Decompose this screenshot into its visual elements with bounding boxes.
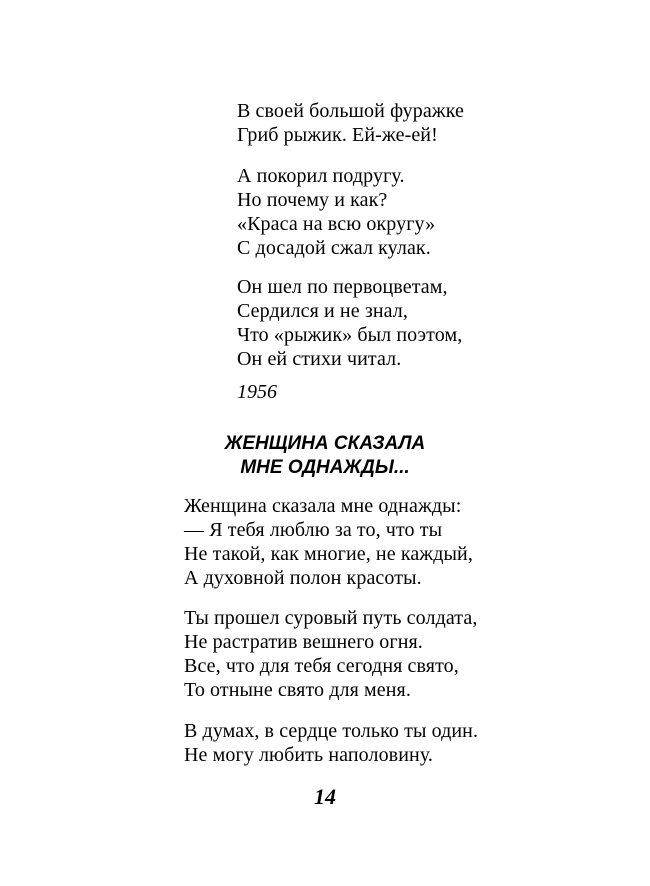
poem-title-line: МНЕ ОДНАЖДЫ...: [240, 457, 410, 478]
poem-title-line: ЖЕНЩИНА СКАЗАЛА: [224, 433, 426, 454]
poem-line: То отныне свято для меня.: [184, 679, 411, 701]
poem-line: Гриб рыжик. Ей-же-ей!: [237, 124, 438, 146]
page-number: 14: [314, 784, 336, 809]
poem-line: А покорил подругу.: [237, 165, 405, 187]
poem-year: 1956: [237, 381, 277, 403]
poem-line: Но почему и как?: [237, 189, 388, 211]
poem-line: С досадой сжал кулак.: [237, 237, 431, 259]
poem-line: Женщина сказала мне однажды:: [184, 495, 462, 517]
poem-line: Он ей стихи читал.: [237, 348, 402, 370]
poem-line: Не могу любить наполовину.: [184, 744, 434, 766]
poem-line: Не такой, как многие, не каждый,: [184, 543, 473, 565]
poem-line: Что «рыжик» был поэтом,: [237, 324, 463, 346]
poem-line: «Краса на всю округу»: [237, 213, 436, 235]
poem-line: Не растратив вешнего огня.: [184, 631, 423, 653]
poem-line: Он шел по первоцветам,: [237, 276, 448, 298]
poem-line: Ты прошел суровый путь солдата,: [184, 607, 478, 629]
poem-line: В думах, в сердце только ты один.: [184, 720, 479, 742]
poem-line: В своей большой фуражке: [237, 100, 465, 122]
poem-line: Все, что для тебя сегодня свято,: [184, 655, 459, 677]
poem-line: А духовной полон красоты.: [184, 567, 422, 589]
poem-line: — Я тебя люблю за то, что ты: [184, 519, 443, 541]
poem-line: Сердился и не знал,: [237, 300, 408, 322]
